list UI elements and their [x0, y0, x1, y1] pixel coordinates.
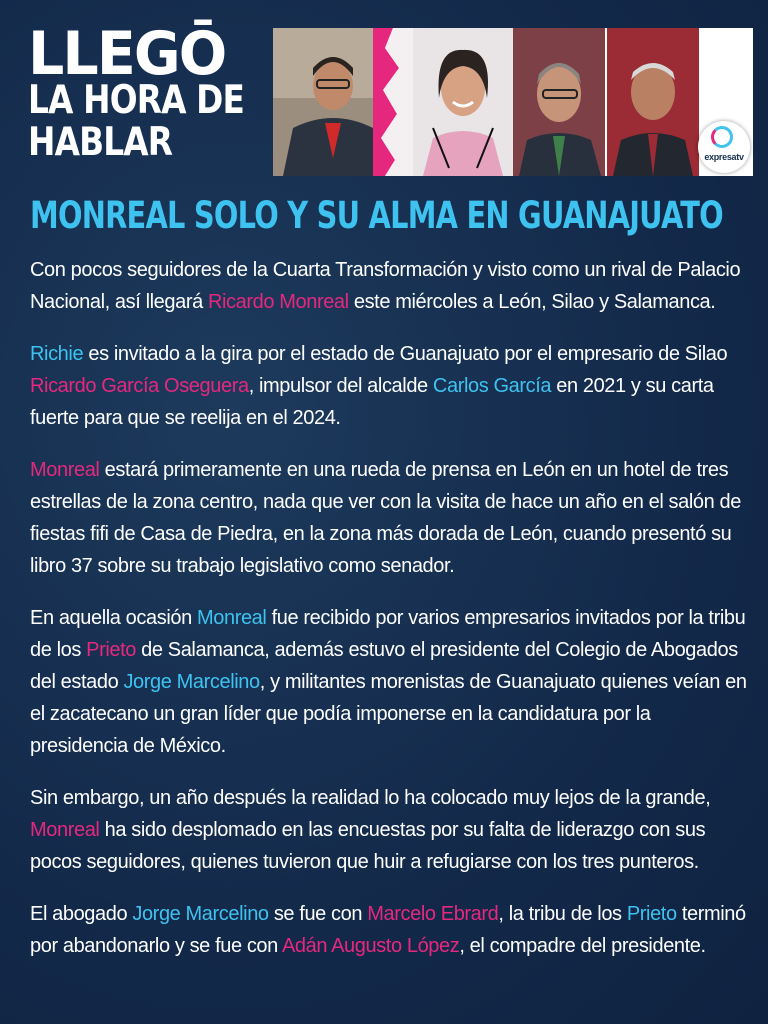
- header: [0, 0, 768, 190]
- paragraph-2: [30, 338, 750, 434]
- text: , la tribu de los: [498, 903, 627, 925]
- highlight-name: Ricardo García Oseguera: [30, 375, 249, 397]
- text: Con pocos seguidores de la Cuarta Transformación y visto como un rival de Palacio Nacional, así llegará: [30, 259, 741, 313]
- highlight-name: Prieto: [626, 903, 677, 925]
- expresatv-logo: [698, 121, 750, 173]
- paragraph-1: [30, 254, 750, 318]
- text: En aquella ocasión: [30, 607, 197, 629]
- highlight-name: Adán Augusto López: [281, 935, 460, 957]
- text: , el compadre del presidente.: [459, 935, 706, 957]
- brand-ring-icon: [711, 126, 733, 148]
- text: en 2021 y su carta fuerte para que se reelija en el 2024.: [30, 375, 714, 429]
- highlight-name: Richie: [30, 343, 84, 365]
- photo-collage-image: [273, 28, 753, 176]
- article-body: [30, 254, 750, 982]
- text: se fue con: [268, 903, 368, 925]
- highlight-name: Monreal: [30, 459, 100, 481]
- highlight-name: Jorge Marcelino: [123, 671, 260, 693]
- text: este miércoles a León, Silao y Salamanca.: [348, 291, 716, 313]
- logo: [28, 19, 258, 165]
- logo-line-2: LA HORA DE: [28, 78, 245, 123]
- highlight-name: Monreal: [30, 819, 100, 841]
- text: de Salamanca, además estuvo el presidente del Colegio de Abogados del estado: [30, 639, 738, 693]
- article-headline: MONREAL SOLO Y SU ALMA EN GUANAJUATO: [30, 194, 723, 237]
- text: El abogado: [30, 903, 133, 925]
- brand-name: expresatv: [704, 152, 744, 162]
- text: terminó por abandonarlo y se fue con: [30, 903, 746, 957]
- text: , y militantes morenistas de Guanajuato quienes veían en el zacatecano un gran líder que podía imponerse en la candidatura por la presidencia de México.: [30, 671, 747, 757]
- text: ha sido desplomado en las encuestas por su falta de liderazgo con sus pocos seguidores, quienes tuvieron que huir a refugiarse con los tres punteros.: [30, 819, 706, 873]
- highlight-name: Jorge Marcelino: [132, 903, 269, 925]
- text: , impulsor del alcalde: [248, 375, 433, 397]
- paragraph-3: [30, 454, 750, 582]
- text: estará primeramente en una rueda de prensa en León en un hotel de tres estrellas de la zona centro, nada que ver con la visita de hace un año en el salón de fiestas fifi de Casa de Piedra, en la zona más dorada de León, cuando presentó su libro 37 sobre su trabajo legislativo como senador.: [30, 459, 741, 577]
- highlight-name: Marcelo Ebrard: [367, 903, 499, 925]
- paragraph-5: [30, 782, 750, 878]
- highlight-name: Ricardo Monreal: [207, 291, 349, 313]
- highlight-name: Prieto: [86, 639, 136, 661]
- photo-collage: [273, 28, 753, 176]
- text: Sin embargo, un año después la realidad lo ha colocado muy lejos de la grande,: [30, 787, 711, 809]
- text: fue recibido por varios empresarios invitados por la tribu de los: [30, 607, 746, 661]
- logo-line-3: HABLAR: [28, 120, 173, 165]
- highlight-name: Monreal: [196, 607, 267, 629]
- text: es invitado a la gira por el estado de Guanajuato por el empresario de Silao: [83, 343, 728, 365]
- logo-line-1: LLEGŌ: [28, 19, 226, 89]
- paragraph-6: [30, 898, 750, 962]
- highlight-name: Carlos García: [432, 375, 552, 397]
- paragraph-4: [30, 602, 750, 762]
